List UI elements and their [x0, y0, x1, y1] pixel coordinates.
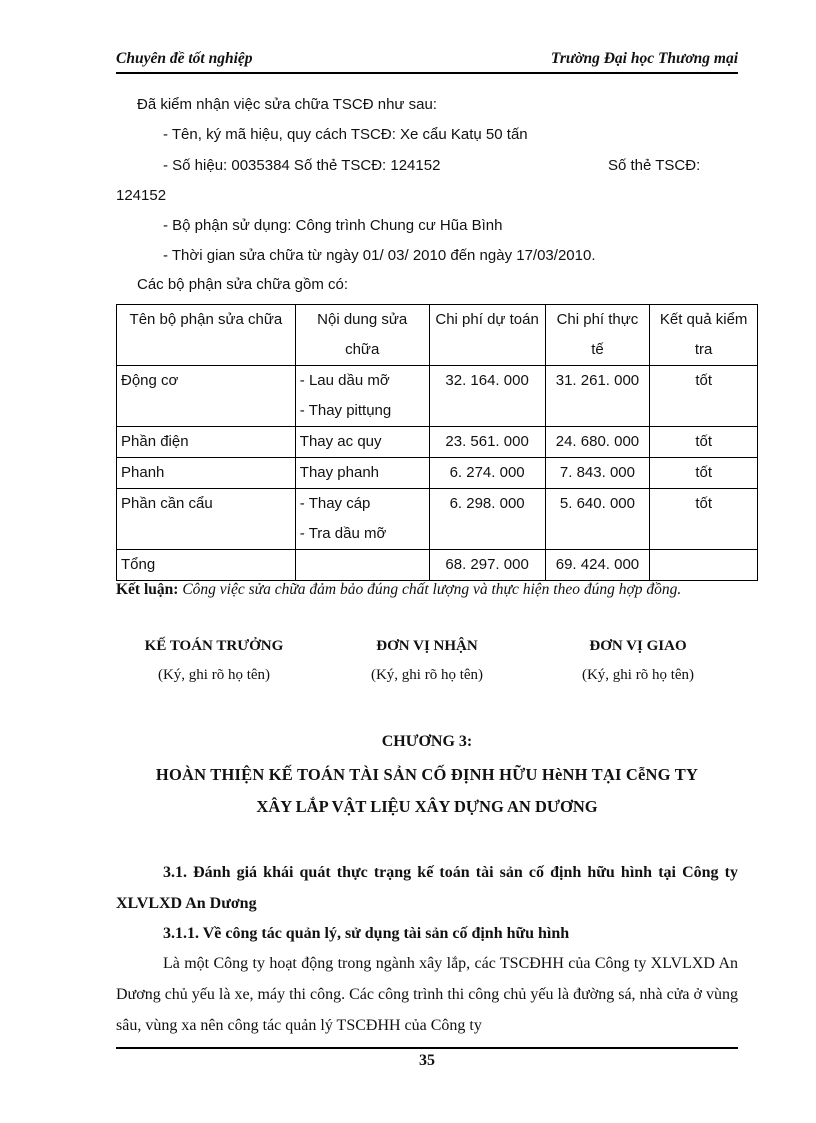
cell-content-line: - Thay pittụng [299, 402, 392, 419]
cell-actual: 24. 680. 000 [545, 427, 650, 458]
cell-part: Phanh [117, 458, 296, 489]
cell-content [295, 366, 429, 427]
table-row [117, 366, 758, 427]
cell-result: tốt [650, 489, 758, 550]
signature-block [317, 638, 537, 684]
col-header-content: Nội dung sửa chữa [295, 305, 429, 366]
cell-part: Phần cần cẩu [117, 489, 296, 550]
table-row [117, 489, 758, 550]
chapter-number: CHƯƠNG 3: [381, 733, 473, 750]
page-header [116, 50, 738, 72]
signature-title: ĐƠN VỊ NHẬN [376, 638, 478, 654]
cell-content [295, 489, 429, 550]
header-rule [116, 72, 738, 74]
signature-block [528, 638, 748, 684]
conclusion [116, 575, 738, 605]
cell-actual: 31. 261. 000 [545, 366, 650, 427]
table-header-row [117, 305, 758, 366]
header-left: Chuyên đề tốt nghiệp [116, 50, 253, 67]
conclusion-label: Kết luận: [116, 581, 179, 598]
chapter-title-line-2: XÂY LẮP VẬT LIỆU XÂY DỰNG AN DƯƠNG [256, 797, 598, 816]
cell-part: Động cơ [117, 366, 296, 427]
chapter-title-line-1: HOÀN THIỆN KẾ TOÁN TÀI SẢN CỐ ĐỊNH HỮU HèNH TẠI CễNG TY [155, 765, 699, 784]
cell-estimate: 6. 274. 000 [429, 458, 545, 489]
header-right: Trường Đại học Thương mại [550, 50, 738, 67]
intro-line-1: Đã kiểm nhận việc sửa chữa TSCĐ như sau: [137, 96, 437, 113]
cell-total-estimate: 68. 297. 000 [429, 550, 545, 581]
cell-total-label: Tổng [117, 550, 296, 581]
signature-note: (Ký, ghi rõ họ tên) [370, 667, 484, 683]
intro-line-3-right: Số thẻ TSCĐ: [608, 157, 701, 174]
intro-line-3: - Số hiệu: 0035384 Số thẻ TSCĐ: 124152 [163, 157, 441, 174]
intro-line-7: Các bộ phận sửa chữa gồm có: [137, 276, 349, 293]
cell-estimate: 32. 164. 000 [429, 366, 545, 427]
cell-result: tốt [650, 427, 758, 458]
signature-note: (Ký, ghi rõ họ tên) [157, 667, 271, 683]
table-row [117, 427, 758, 458]
cell-content: Thay phanh [295, 458, 429, 489]
cell-content-line: - Tra dầu mỡ [299, 525, 387, 542]
section-paragraph: Là một Công ty hoạt động trong ngành xây lắp, các TSCĐHH của Công ty XLVLXD An Dương chủ yếu là xe, máy thi công. Các công trình thi công chủ yếu là đường sá, nhà cửa ở vùng sâu, vùng xa nên công tác quản lý TSCĐHH của Công ty [116, 955, 738, 1034]
intro-line-4: 124152 [116, 187, 167, 204]
cell-actual: 7. 843. 000 [545, 458, 650, 489]
intro-line-6: - Thời gian sửa chữa từ ngày 01/ 03/ 2010 đến ngày 17/03/2010. [163, 247, 596, 264]
page-number: 35 [419, 1052, 435, 1069]
footer-rule [116, 1047, 738, 1049]
cell-actual: 5. 640. 000 [545, 489, 650, 550]
signature-note: (Ký, ghi rõ họ tên) [581, 667, 695, 683]
signature-block [104, 638, 324, 684]
conclusion-text: Công việc sửa chữa đảm bảo đúng chất lượng và thực hiện theo đúng hợp đồng. [182, 581, 682, 598]
repair-table [116, 304, 758, 581]
cell-content: Thay ac quy [295, 427, 429, 458]
cell-content-line: - Thay cáp [299, 495, 371, 512]
col-header-result: Kết quả kiểm tra [650, 305, 758, 366]
subsection-heading: 3.1.1. Về công tác quản lý, sử dụng tài sản cố định hữu hình [163, 925, 570, 942]
cell-content-line: - Lau dầu mỡ [299, 372, 390, 389]
table-row [117, 458, 758, 489]
signature-title: KẾ TOÁN TRƯỞNG [144, 638, 284, 654]
col-header-actual: Chi phí thực tế [545, 305, 650, 366]
section-heading: 3.1. Đánh giá khái quát thực trạng kế toán tài sản cố định hữu hình tại Công ty XLVLXD An Dương [116, 864, 738, 912]
col-header-part: Tên bộ phận sửa chữa [117, 305, 296, 366]
cell-result: tốt [650, 458, 758, 489]
intro-line-2: - Tên, ký mã hiệu, quy cách TSCĐ: Xe cẩu Katụ 50 tấn [163, 126, 528, 143]
cell-estimate: 23. 561. 000 [429, 427, 545, 458]
intro-line-5: - Bộ phận sử dụng: Công trình Chung cư Hũa Bình [163, 217, 503, 234]
signature-title: ĐƠN VỊ GIAO [589, 638, 687, 654]
cell-estimate: 6. 298. 000 [429, 489, 545, 550]
col-header-estimate: Chi phí dự toán [429, 305, 545, 366]
cell-result: tốt [650, 366, 758, 427]
cell-part: Phần điện [117, 427, 296, 458]
cell-total-actual: 69. 424. 000 [545, 550, 650, 581]
